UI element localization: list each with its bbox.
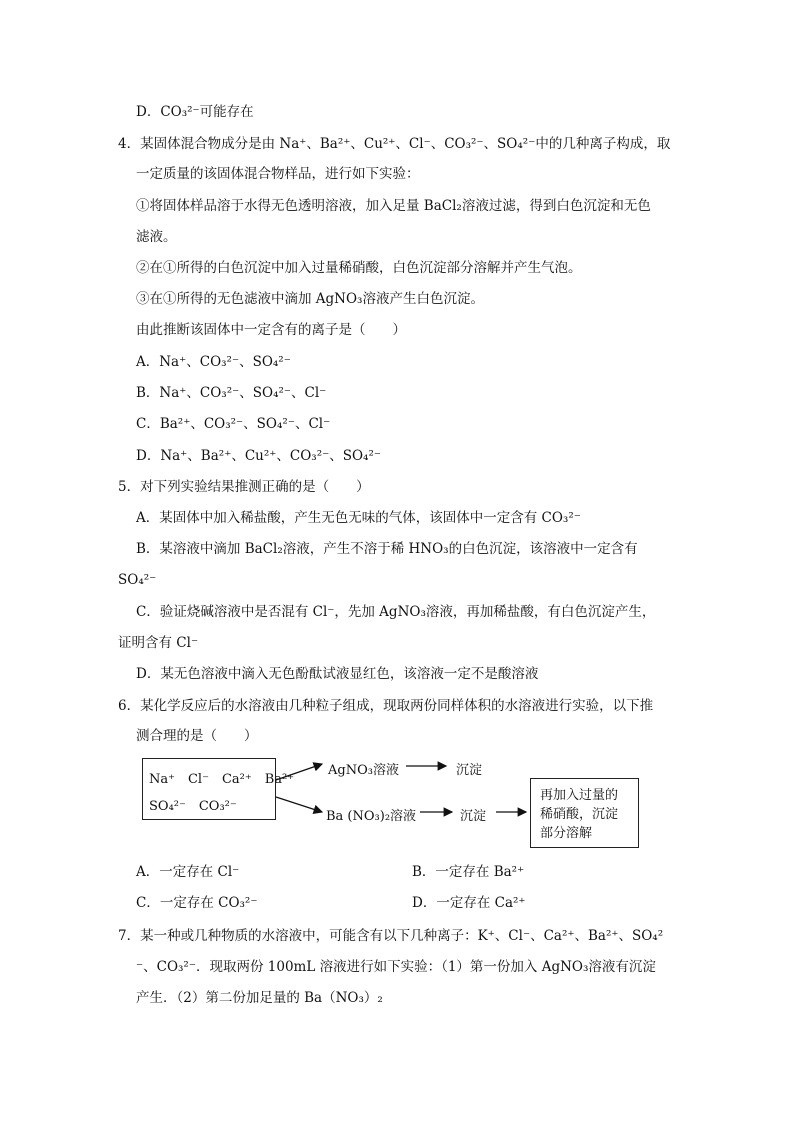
q6-option-b: B．一定存在 Ba²⁺ [412,864,525,880]
q5-stem: 5．对下列实验结果推测正确的是（ ） [118,479,370,495]
q5-option-c-line1: C．验证烧碱溶液中是否混有 Cl⁻，先加 AgNO₃溶液，再加稀盐酸，有白色沉淀产生， [136,604,656,620]
ions-row-2: SO₄²⁻ CO₃²⁻ [149,799,237,814]
q4-option-a: A．Na⁺、CO₃²⁻、SO₄²⁻ [136,354,291,370]
q5-option-b-line2: SO₄²⁻ [118,572,157,588]
q3-option-d: D．CO₃²⁻可能存在 [136,104,254,120]
reagent-agno3: AgNO₃溶液 [328,763,399,778]
q5-option-d: D．某无色溶液中滴入无色酚酞试液显红色，该溶液一定不是酸溶液 [136,666,539,682]
final-step-line2: 稀硝酸，沉淀 [540,807,619,822]
q5-option-a: A．某固体中加入稀盐酸，产生无色无味的气体，该固体中一定含有 CO₃²⁻ [136,510,581,526]
q4-option-c: C．Ba²⁺、CO₃²⁻、SO₄²⁻、Cl⁻ [136,416,331,432]
q4-step1-line1: ①将固体样品溶于水得无色透明溶液，加入足量 BaCl₂溶液过滤，得到白色沉淀和无色 [136,198,651,214]
q6-option-d: D．一定存在 Ca²⁺ [412,895,526,911]
q4-step2: ②在①所得的白色沉淀中加入过量稀硝酸，白色沉淀部分溶解并产生气泡。 [136,260,582,276]
arrow-to-bano3 [276,797,322,812]
q7-stem-line2: ⁻、CO₃²⁻．现取两份 100mL 溶液进行如下实验：（1）第一份加入 AgNO₃溶液有沉淀 [136,959,656,975]
q6-option-a: A．一定存在 Cl⁻ [136,864,240,880]
reagent-bano3: Ba (NO₃)₂溶液 [326,809,417,824]
arrow-to-agno3 [276,764,322,780]
final-step-line1: 再加入过量的 [540,788,619,803]
q4-step3: ③在①所得的无色滤液中滴加 AgNO₃溶液产生白色沉淀。 [136,291,484,307]
q6-stem-line1: 6．某化学反应后的水溶液由几种粒子组成，现取两份同样体积的水溶液进行实验，以下推 [118,698,654,714]
final-step-line3: 部分溶解 [540,826,593,841]
precipitate-1: 沉淀 [456,763,483,778]
q5-option-b-line1: B．某溶液中滴加 BaCl₂溶液，产生不溶于稀 HNO₃的白色沉淀，该溶液中一定含有 [136,541,638,557]
q4-stem-line2: 一定质量的该固体混合物样品，进行如下实验： [136,166,420,182]
q4-stem-line1: 4．某固体混合物成分是由 Na⁺、Ba²⁺、Cu²⁺、Cl⁻、CO₃²⁻、SO₄²⁻中的几种离子构成，取 [118,136,671,152]
q6-option-c: C．一定存在 CO₃²⁻ [136,895,258,911]
q4-option-b: B．Na⁺、CO₃²⁻、SO₄²⁻、Cl⁻ [136,385,327,401]
q7-stem-line1: 7．某一种或几种物质的水溶液中，可能含有以下几种离子：K⁺、Cl⁻、Ca²⁺、Ba²⁺、SO₄² [118,928,664,944]
ions-row-1: Na⁺ Cl⁻ Ca²⁺ Ba²⁺ [149,772,295,787]
q4-question: 由此推断该固体中一定含有的离子是（ ） [136,322,406,338]
q4-step1-line2: 滤液。 [136,229,177,245]
q6-stem-line2: 测合理的是（ ） [136,728,258,744]
q4-option-d: D．Na⁺、Ba²⁺、Cu²⁺、CO₃²⁻、SO₄²⁻ [136,448,381,464]
precipitate-2: 沉淀 [460,809,487,824]
q5-option-c-line2: 证明含有 Cl⁻ [118,635,199,651]
q7-stem-line3: 产生．（2）第二份加足量的 Ba（NO₃）₂ [136,990,383,1006]
